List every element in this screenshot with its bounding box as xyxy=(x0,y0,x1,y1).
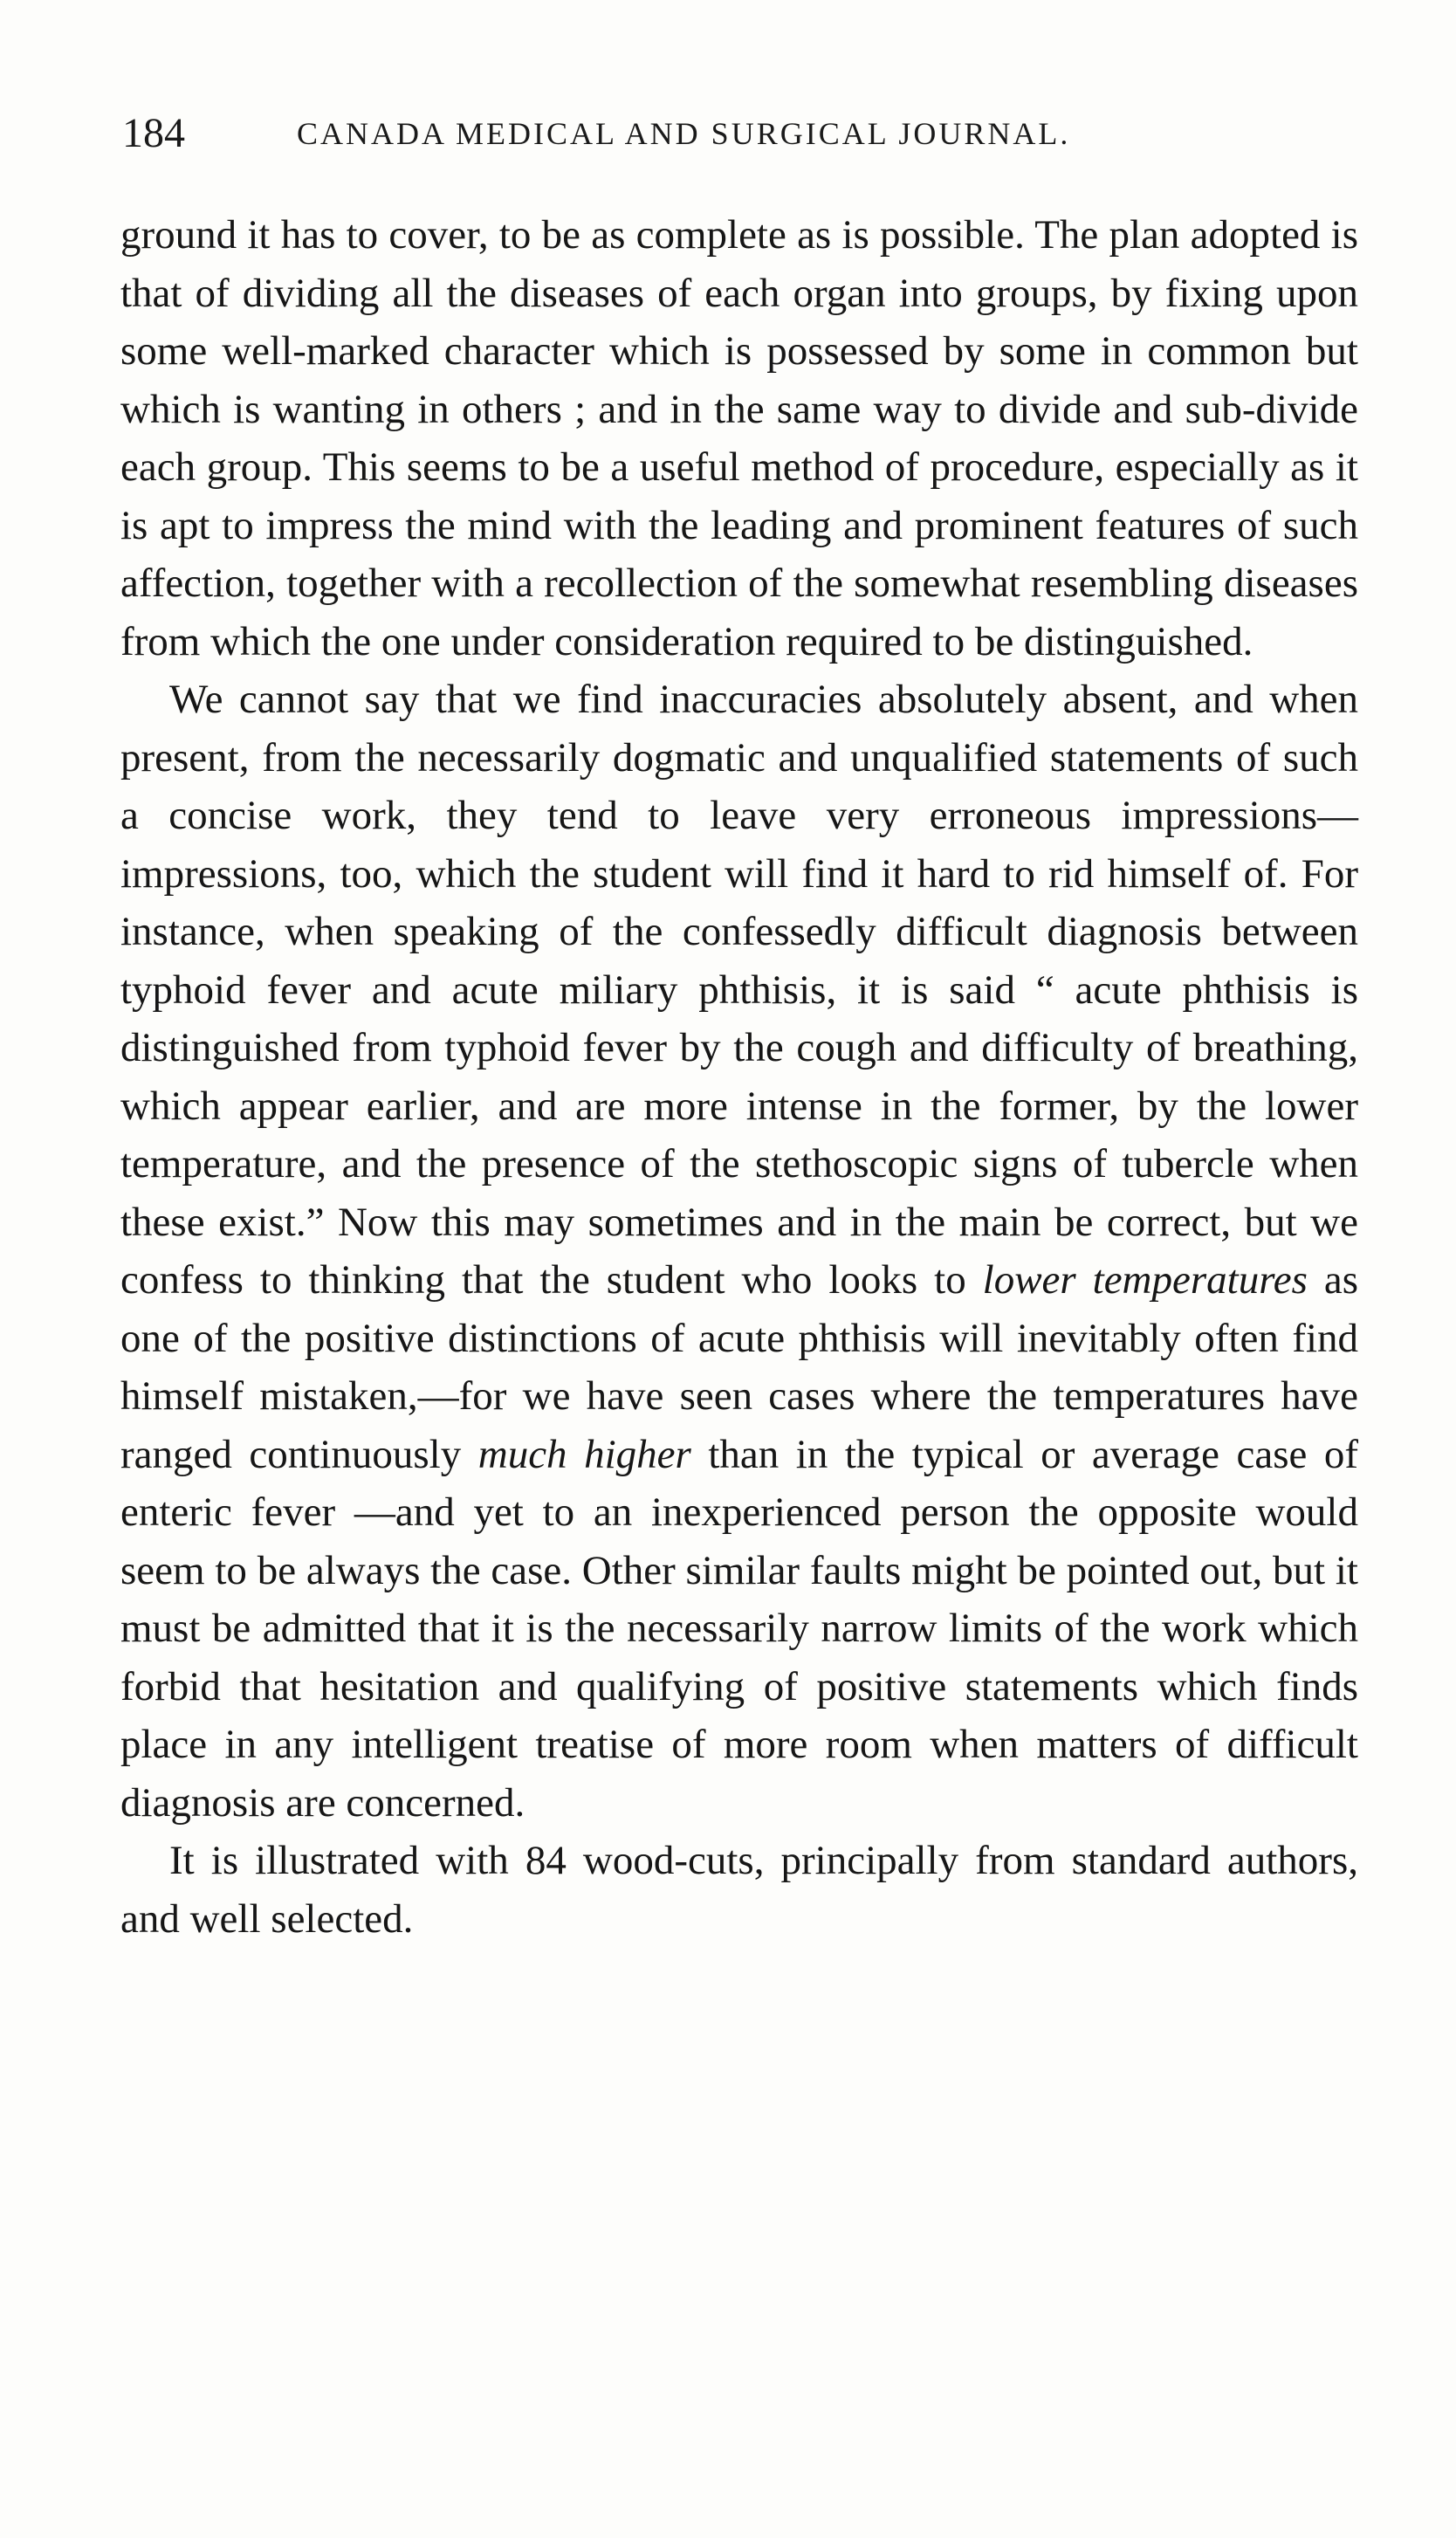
paragraph-text: It is illustrated with 84 wood-cuts, principally from standard authors, and well selected. xyxy=(120,1838,1358,1942)
running-title: CANADA MEDICAL AND SURGICAL JOURNAL. xyxy=(297,116,1071,151)
paragraph-text: than in the typical or average case of enteric fever —and yet to an inexperienced person the opposite would seem to be always the case. Other similar faults might be pointed out, but it must be admitted that it is the necessarily narrow limits of the work which forbid that hesitation and qualifying of positive statements which finds place in any intelligent treatise of more room when matters of difficult diagnosis are concerned. xyxy=(120,1431,1359,1826)
paragraph-text: We cannot say that we find inaccuracies absolutely absent, and when present, from the necessarily dogmatic and unqualified statements of such a concise work, they tend to leave very erroneous impressions—impressions, too, which the student will find it hard to rid himself of. For instance, when speaking of the confessedly difficult diagnosis between typhoid fever and acute miliary phthisis, it is said “ acute phthisis is distinguished from typhoid fever by the cough and difficulty of breathing, which appear earlier, and are more intense in the former, by the lower temperature, and the presence of the stethoscopic signs of tubercle when these exist.” Now this may sometimes and in the main be correct, but we confess to thinking that the student who looks to xyxy=(120,677,1358,1303)
emphasis-much-higher: much higher xyxy=(477,1431,691,1477)
article-body xyxy=(120,206,1358,1948)
emphasis-lower-temperatures: lower temperatures xyxy=(982,1257,1308,1303)
paragraph-text: ground it has to cover, to be as complete as is possible. The plan adopted is that of dividing all the diseases of each organ into groups, by fixing upon some well-marked character which is possessed by some in common but which is wanting in others ; and in the same way to divide and sub-divide each group. This seems to be a useful method of procedure, especially as it is apt to impress the mind with the leading and prominent features of such affection, together with a recollection of the somewhat resembling diseases from which the one under consideration required to be distinguished. xyxy=(120,212,1358,664)
paragraph-continued xyxy=(120,206,1358,671)
paragraph-text: as one of the positive distinctions of acute phthisis will inevitably often find himself mistaken,—for we have seen cases where the temperatures have ranged continuously xyxy=(120,1257,1358,1477)
paragraph-illustrations xyxy=(120,1832,1358,1948)
paragraph-inaccuracies xyxy=(120,671,1358,1832)
page-header xyxy=(122,103,1344,164)
page-number: 184 xyxy=(122,110,185,156)
